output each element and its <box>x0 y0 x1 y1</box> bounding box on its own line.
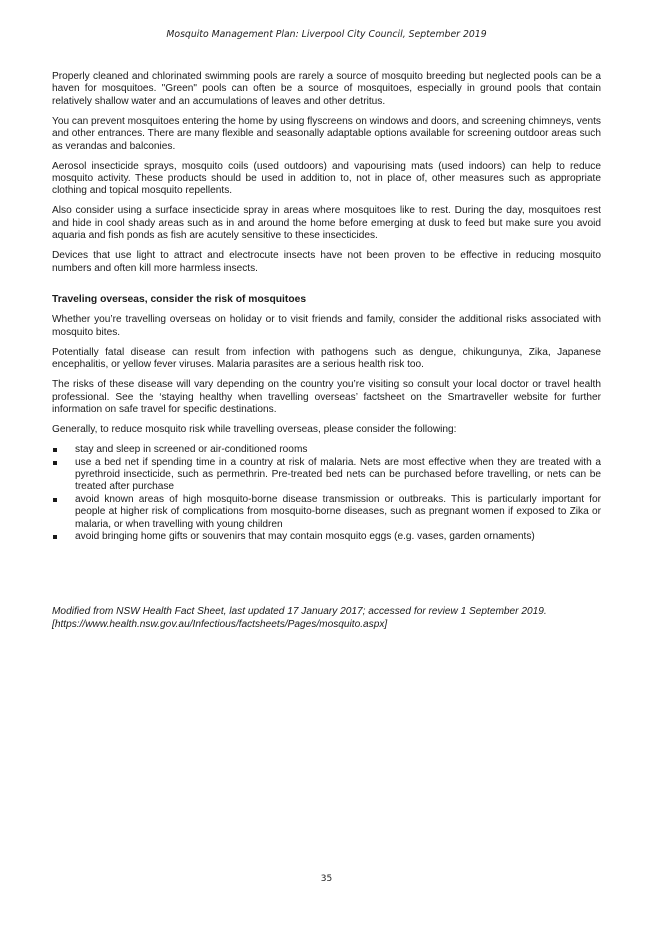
paragraph-flyscreens: You can prevent mosquitoes entering the home by using flyscreens on windows and doors, and screening chimneys, vents and other entrances. There are many flexible and seasonally adaptable options available for screening outdoor areas such as verandas and balconies. <box>52 115 601 152</box>
square-bullet-icon <box>53 448 57 452</box>
square-bullet-icon <box>53 535 57 539</box>
section-heading: Traveling overseas, consider the risk of mosquitoes <box>52 294 307 306</box>
list-item <box>52 444 601 456</box>
paragraph-pools: Properly cleaned and chlorinated swimming pools are rarely a source of mosquito breeding but neglected pools can be a haven for mosquitoes. "Green" pools can often be a source of mosquitoes, especially in ground pools that contain relatively shallow water and an accumulations of leaves and other detritus. <box>52 71 601 107</box>
page-number: 35 <box>320 874 333 884</box>
square-bullet-icon <box>53 461 57 465</box>
list-item <box>52 494 601 531</box>
paragraph-insecticide-sprays: Aerosol insecticide sprays, mosquito coils (used outdoors) and vapourising mats (used indoors) can help to reduce mosquito activity. These products should be used in addition to, not in place of, other measures such as appropriate clothing and topical mosquito repellents. <box>52 160 601 197</box>
list-item <box>52 457 601 494</box>
source-footnote: Modified from NSW Health Fact Sheet, last updated 17 January 2017; accessed for review 1 September 2019.[https://www.health.nsw.gov.au/Infectious/factsheets/Pages/mosquito.aspx] <box>52 606 547 630</box>
main-content <box>52 71 601 543</box>
paragraph-light-devices: Devices that use light to attract and electrocute insects have not been proven to be effective in reducing mosquito numbers and often kill more harmless insects. <box>52 250 601 274</box>
paragraph-travel-intro: Whether you’re travelling overseas on holiday or to visit friends and family, consider the additional risks associated with mosquito bites. <box>52 314 601 338</box>
list-item-text: avoid known areas of high mosquito-borne disease transmission or outbreaks. This is particularly important for people at higher risk of complications from mosquito-borne diseases, such as pregnant women if exposed to Zika or malaria, or when travelling with young children <box>75 493 601 530</box>
travel-tips-list <box>52 444 601 543</box>
list-item-text: stay and sleep in screened or air-conditioned rooms <box>75 444 308 456</box>
list-item-text: avoid bringing home gifts or souvenirs that may contain mosquito eggs (e.g. vases, garden ornaments) <box>75 530 535 542</box>
paragraph-generally: Generally, to reduce mosquito risk while travelling overseas, please consider the following: <box>52 424 457 436</box>
square-bullet-icon <box>53 498 57 502</box>
paragraph-fatal-disease: Potentially fatal disease can result from infection with pathogens such as dengue, chikungunya, Zika, Japanese encephalitis, or yellow fever viruses. Malaria parasites are a serious health risk too. <box>52 346 601 371</box>
list-item <box>52 531 601 543</box>
paragraph-surface-spray: Also consider using a surface insecticide spray in areas where mosquitoes like to rest. During the day, mosquitoes rest and hide in cool shady areas such as in and around the home before emerging at dusk to feed but make sure you avoid aquaria and fish ponds as fish are acutely sensitive to these insecticides. <box>52 205 601 242</box>
paragraph-risks-vary: The risks of these disease will vary depending on the country you’re visiting so consult your local doctor or travel health professional. See the ‘staying healthy when travelling overseas’ factsheet on the Smartraveller website for further information on safe travel for specific destinations. <box>52 379 601 416</box>
list-item-text: use a bed net if spending time in a country at risk of malaria. Nets are most effective when they are treated with a pyrethroid insecticide, such as permethrin. Pre-treated bed nets can be purchased before travelling, or nets can be treated after purchase <box>75 456 601 493</box>
page-header: Mosquito Management Plan: Liverpool City Council, September 2019 <box>166 29 487 40</box>
